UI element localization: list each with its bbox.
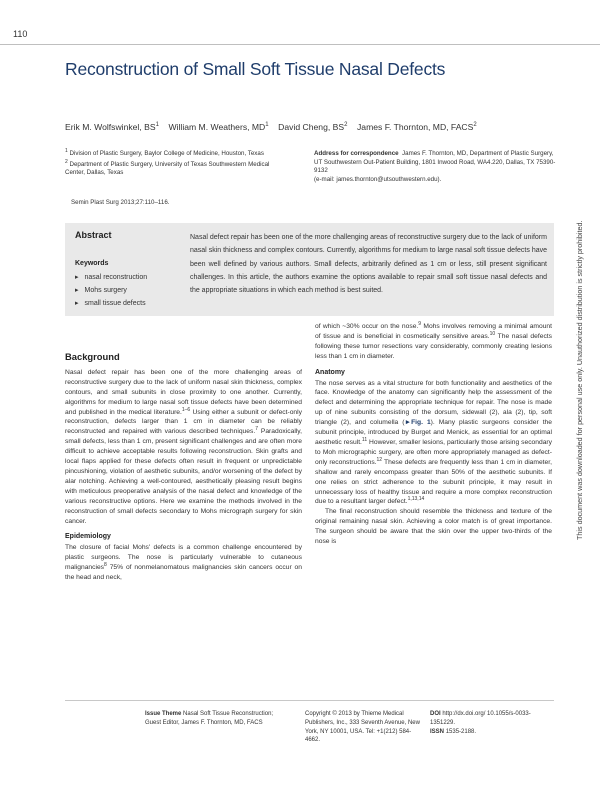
text-run: ). Many plastic surgeons consider the subunit principle, introduced by Burget and Menick, as essential for an optimal aesthetic result. — [315, 419, 552, 446]
citation-sup: 10 — [489, 330, 496, 337]
citation-sup: 7 — [255, 426, 258, 433]
author-list — [65, 122, 565, 132]
citation-sup: 9 — [418, 320, 422, 327]
author-sup: 1 — [155, 122, 159, 129]
text-run: These defects are frequently less than 1 cm in diameter, shallow and rarely encompass greater than 50% of the aesthetic subunits. If one relies on strict adherence to the subunit principle, it may result in unnecessary loss of healthy tissue and require a more complex reconstruction due to a resultant larger defect. — [315, 458, 552, 506]
text-run: Using either a subunit or defect-only reconstruction, defects larger than 1 cm in diameter can be reliably reconstructed and repaired with various described techniques. — [65, 408, 302, 436]
text-run: Paradoxically, small defects, less than 1 cm, present significant challenges and are often more difficult to achieve acceptable results following reconstruction. Skin grafts and local flaps applied for these defects often result in frequent or unpredictable pincushioning, violation of aesthetic subunits, and/or worsening of the defect by alar notching. Achieving a well-contoured, aesthetically pleasing result begins with meticulous preoperative analysis of the nasal defect and knowledge of the various reconstructive options. Here we examine the methods involved in the reconstruction of small defects secondary to Mohs micrograph surgery for skin cancer. — [65, 428, 302, 525]
header-rule — [0, 44, 600, 45]
author-name: David Cheng, BS — [278, 122, 345, 132]
footer-copyright: Copyright © 2013 by Thieme Medical Publishers, Inc., 333 Seventh Avenue, New York, NY 10001, USA. Tel: +1(212) 584-4662. — [305, 711, 420, 744]
text-run: The nasal defects following these tumor resections vary considerably, commonly creating lesions less than 1 cm in diameter. — [315, 332, 552, 360]
text-run: 75% of nonmelanomatous malignancies skin cancers occur on the head and neck, — [65, 564, 302, 582]
text-run: of which ~30% occur on the nose. — [315, 323, 419, 330]
correspondence-text: James F. Thornton, MD, Department of Plastic Surgery, UT Southwestern Out-Patient Building, 1801 Inwood Road, WA4.220, Dallas, TX 75390-9132 — [314, 150, 556, 175]
abstract-text: Nasal defect repair has been one of the more challenging areas of reconstructive surgery due to the lack of uniform nasal skin thickness and complex contours. Currently, algorithms for medium to large nasal soft tissue defects have been well defined by various authors. Small defects, arbitrarily defined as 1 cm or less, still present significant challenges. In this article, the authors examine the options available to repair small soft tissue nasal defects and the appropriate situations in which each method is best suited. — [190, 234, 547, 295]
body-column-left — [65, 352, 302, 583]
author-sup: 1 — [265, 122, 269, 129]
footer-rule — [65, 700, 554, 701]
text-run: However, smaller lesions, particularly those arising secondary to Moh micrographic surgery, are often more appropriately managed as defect-only reconstructions. — [315, 438, 553, 466]
figure-link[interactable]: ►Fig. 1 — [404, 419, 431, 427]
citation-sup: 1–6 — [181, 406, 191, 413]
paragraph — [315, 379, 552, 508]
text-run: The nose serves as a vital structure for both functionality and aesthetics of the face. Knowledge of the anatomy can significantly help the assessment of the defect and determining the appropriate technique for repair. The nose is made up of nine subunits consisting of the dorsum, sidewall (2), ala (2), tip, soft triangle (2), and columella ( — [315, 379, 552, 427]
section-heading-background: Background — [65, 351, 120, 362]
text-run: The final reconstruction should resemble the thickness and texture of the original remaining nasal skin. Achieving a color match is of great importance. The surgeon should be aware that the skin over the upper two-thirds of the nose is — [315, 508, 552, 546]
keyword-item: ▸ nasal reconstruction — [75, 271, 147, 284]
author-name: James F. Thornton, MD, FACS — [357, 122, 474, 132]
affiliation-text: Division of Plastic Surgery, Baylor College of Medicine, Houston, Texas — [69, 150, 264, 157]
correspondence-label: Address for correspondence — [314, 150, 399, 157]
correspondence — [314, 150, 559, 184]
section-heading-epidemiology: Epidemiology — [65, 533, 111, 541]
text-run: Mohs involves removing a minimal amount of tissue and is beneficial in cosmetically sensitive areas. — [315, 323, 553, 340]
footer-doi-issn — [430, 710, 545, 736]
keyword-item: ▸ small tissue defects — [75, 297, 147, 310]
affiliation-text: Department of Plastic Surgery, University of Texas Southwestern Medical Center, Dallas, Texas — [65, 160, 270, 177]
text-run: The closure of facial Mohs' defects is a common challenge encountered by plastic surgeons. The nose is particularly vulnerable to cutaneous malignancies — [65, 544, 302, 572]
affiliation — [65, 158, 290, 178]
citation-sup: 12 — [376, 456, 383, 463]
doi-link[interactable]: http://dx.doi.org/ 10.1055/s-0033-1351229. — [430, 711, 531, 726]
abstract-heading: Abstract — [75, 230, 112, 240]
paragraph — [65, 543, 302, 583]
footer-issue — [145, 710, 280, 728]
journal-citation: Semin Plast Surg 2013;27:110–116. — [71, 199, 170, 206]
keyword-list — [75, 271, 147, 310]
citation-sup: 11 — [361, 436, 368, 443]
page-number: 110 — [13, 29, 28, 39]
keywords-heading: Keywords — [75, 260, 109, 267]
doi-label: DOI — [430, 711, 441, 717]
side-notice: This document was downloaded for personal use only. Unauthorized distribution is strictly prohibited. — [575, 220, 584, 540]
text-run: Nasal defect repair has been one of the more challenging areas of reconstructive surgery due to the lack of uniform nasal skin thickness, complex contours, and small subunits in close proximity to one another. Currently, algorithms for medium to large nasal soft tissue defects have been determined and published in the medical literature. — [65, 368, 302, 416]
paragraph — [315, 322, 552, 362]
affiliation-sup: 2 — [65, 158, 68, 165]
paragraph — [65, 368, 302, 527]
body-column-right — [315, 322, 552, 547]
paragraph — [315, 507, 552, 547]
issue-text: Nasal Soft Tissue Reconstruction; Guest Editor, James F. Thornton, MD, FACS — [145, 711, 274, 726]
correspondence-email[interactable]: (e-mail: james.thornton@utsouthwestern.edu). — [314, 175, 442, 183]
author-sup: 2 — [473, 122, 477, 129]
issn-label: ISSN — [430, 728, 445, 735]
issue-label: Issue Theme — [145, 711, 182, 717]
author-name: Erik M. Wolfswinkel, BS — [65, 122, 156, 132]
author-name: William M. Weathers, MD — [168, 122, 266, 132]
affiliation-sup: 1 — [65, 147, 68, 154]
affiliations — [65, 147, 290, 180]
section-heading-anatomy: Anatomy — [315, 368, 345, 376]
article-title: Reconstruction of Small Soft Tissue Nasal Defects — [65, 59, 446, 79]
issn-value: 1535-2188. — [445, 728, 477, 735]
citation-sup: 8 — [104, 561, 107, 568]
affiliation — [65, 147, 290, 159]
citation-sup: 1,13,14 — [407, 496, 425, 503]
keyword-item: ▸ Mohs surgery — [75, 284, 147, 297]
author-sup: 2 — [344, 122, 348, 129]
